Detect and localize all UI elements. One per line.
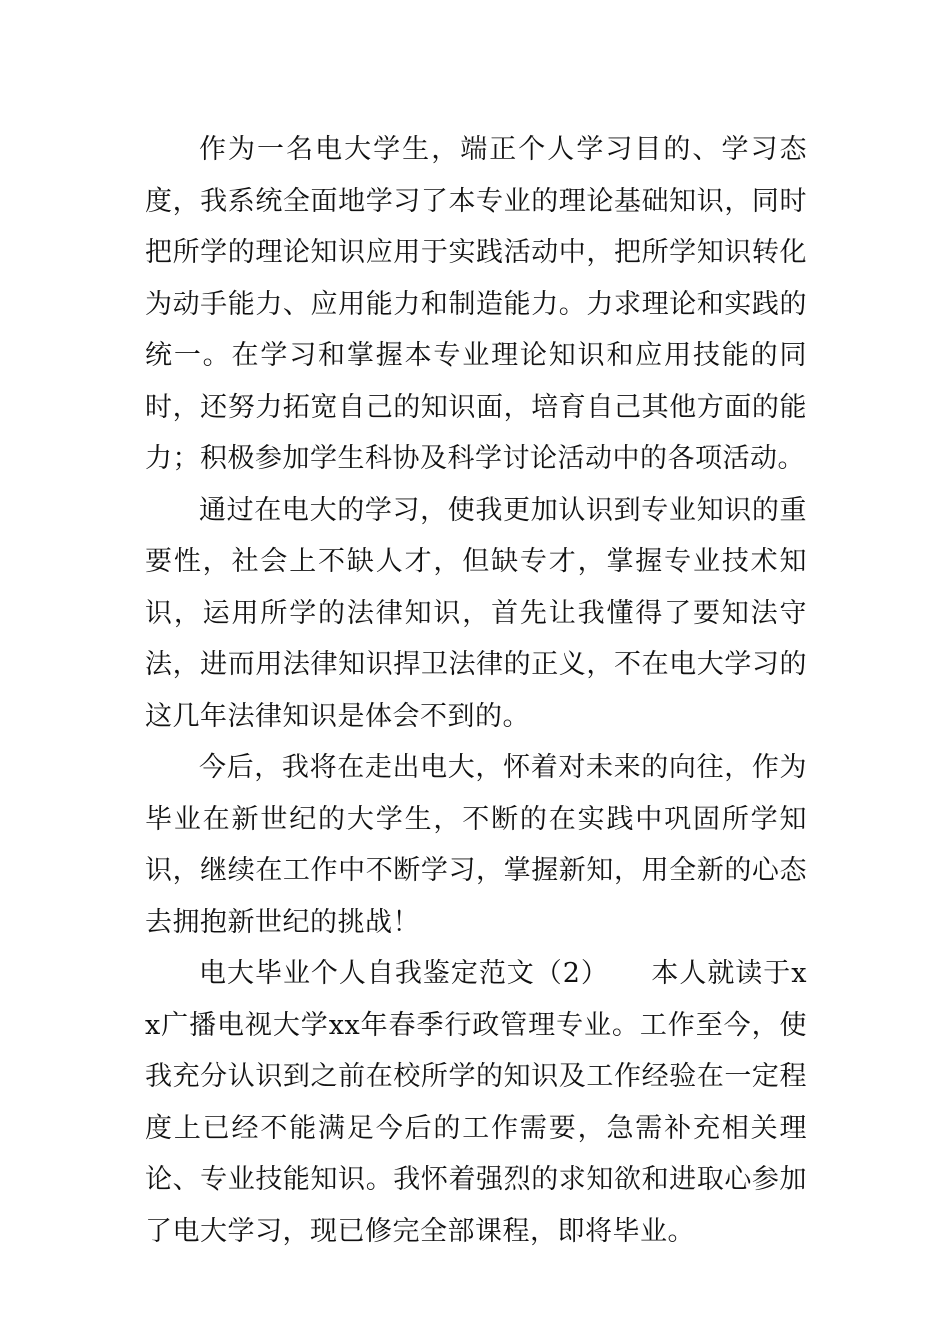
paragraph-future-plans: 今后，我将在走出电大，怀着对未来的向往，作为毕业在新世纪的大学生，不断的在实践中巩固所学知识，继续在工作中不断学习，掌握新知，用全新的心态去拥抱新世纪的挑战！ — [145, 752, 807, 938]
paragraph-sample-essay-2: 电大毕业个人自我鉴定范文（2） 本人就读于xx广播电视大学xx年春季行政管理专业。工作至今，使我充分认识到之前在校所学的知识及工作经验在一定程度上已经不能满足今后的工作需要，急需补充相关理论、专业技能知识。我怀着强烈的求知欲和进取心参加了电大学习，现已修完全部课程，即将毕业。 — [145, 958, 807, 1247]
document-body — [145, 124, 807, 1257]
paragraph-study-attitude: 作为一名电大学生，端正个人学习目的、学习态度，我系统全面地学习了本专业的理论基础知识，同时把所学的理论知识应用于实践活动中，把所学知识转化为动手能力、应用能力和制造能力。力求理论和实践的统一。在学习和掌握本专业理论知识和应用技能的同时，还努力拓宽自己的知识面，培育自己其他方面的能力；积极参加学生科协及科学讨论活动中的各项活动。 — [145, 134, 807, 474]
paragraph-legal-knowledge: 通过在电大的学习，使我更加认识到专业知识的重要性，社会上不缺人才，但缺专才，掌握专业技术知识，运用所学的法律知识，首先让我懂得了要知法守法，进而用法律知识捍卫法律的正义，不在电大学习的这几年法律知识是体会不到的。 — [145, 494, 807, 732]
